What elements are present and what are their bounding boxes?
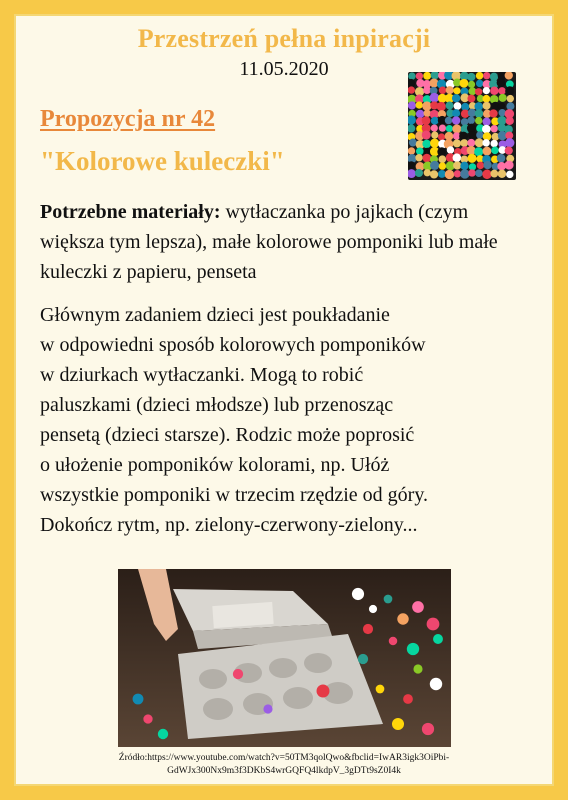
pompoms-image [408, 72, 516, 180]
task-line: Głównym zadaniem dzieci jest poukładanie [40, 304, 390, 326]
proposal-name: "Kolorowe kuleczki" [40, 146, 285, 176]
proposal-number: Propozycja nr 42 [40, 106, 216, 132]
source-line: Źródło:https://www.youtube.com/watch?v=50TM3qolQwo&fbclid=IwAR3igk3OiPbi- [118, 753, 450, 763]
egg-carton-photo [118, 569, 451, 747]
task-line: w dziurkach wytłaczanki. Mogą to robić [40, 364, 364, 386]
task-line: o ułożenie pomponików kolorami, np. Ułóż [40, 454, 390, 476]
materials-text: wytłaczanka po jajkach (czym większa tym lepsza), małe kolorowe pomponiki lub małe kuleczki z papieru, penseta [40, 201, 498, 283]
date-label: 11.05.2020 [239, 58, 329, 80]
task-line: pensetą (dzieci starsze). Rodzic może poprosić [40, 424, 415, 446]
page-title: Przestrzeń pełna inpiracji [137, 24, 431, 53]
task-line: w odpowiedni sposób kolorowych pomponików [40, 334, 426, 356]
materials-label: Potrzebne materiały: [40, 201, 221, 223]
source-line: GdWJx300Nx9m3f3DKbS4wrGQFQ4lkdpV_3gDTt9sZ0I4k [167, 766, 401, 776]
materials-paragraph [40, 197, 520, 287]
source-citation [0, 752, 568, 778]
task-line: paluszkami (dzieci młodsze) lub przenosząc [40, 394, 394, 416]
task-line: wszystkie pomponiki w trzecim rzędzie od góry. [40, 484, 429, 506]
task-paragraph [40, 300, 520, 540]
task-line: Dokończ rytm, np. zielony-czerwony-zielony... [40, 514, 418, 536]
